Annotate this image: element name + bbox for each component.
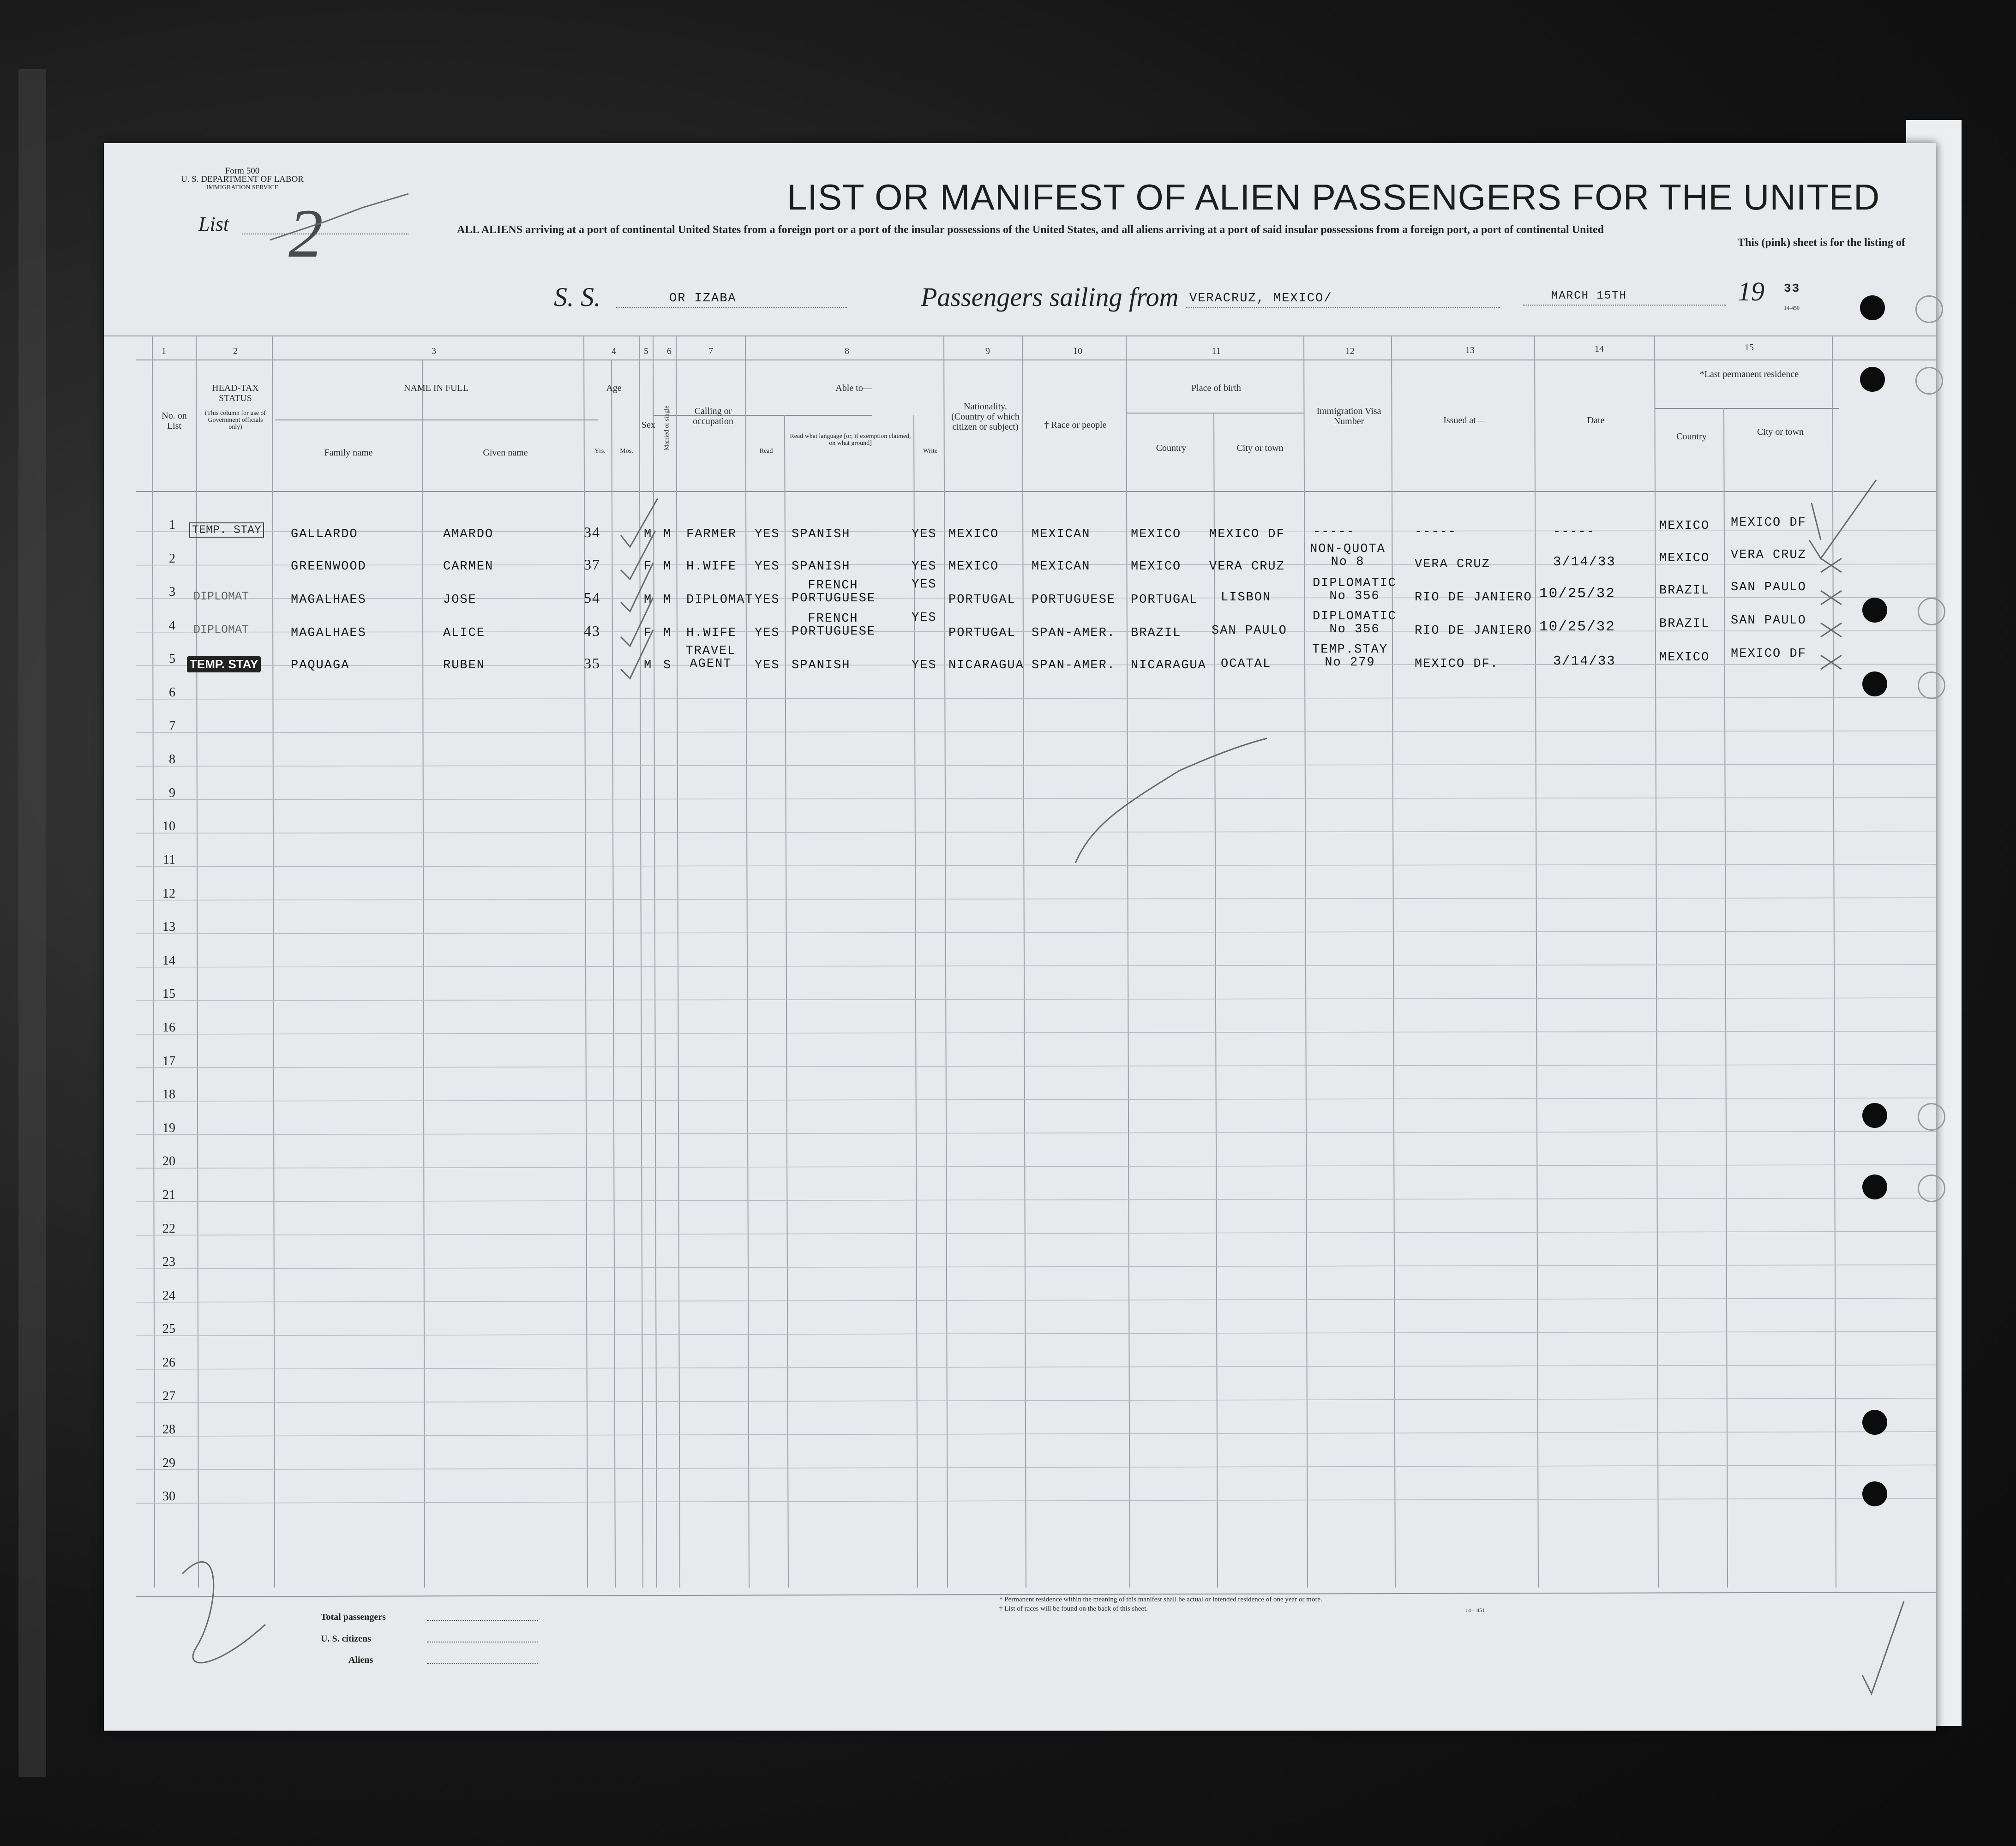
punch-hole <box>1918 1103 1945 1131</box>
residence-city: MEXICO DF <box>1731 647 1806 661</box>
row-number: 19 <box>162 1121 175 1135</box>
row-number: 2 <box>169 551 175 566</box>
birth-country: MEXICO <box>1131 560 1182 574</box>
column-number: 15 <box>1745 342 1754 353</box>
year-suffix: 33 <box>1784 282 1800 295</box>
birth-country: NICARAGUA <box>1131 659 1206 672</box>
header-birth-city: City or town <box>1236 443 1284 453</box>
race: SPAN-AMER. <box>1032 626 1116 640</box>
sex: M <box>644 593 653 607</box>
issued-at: RIO DE JANIERO <box>1415 591 1532 605</box>
sex: M <box>644 659 653 672</box>
birth-country: BRAZIL <box>1131 626 1182 640</box>
sailing-date: MARCH 15TH <box>1551 290 1627 302</box>
given-name: ALICE <box>443 626 486 640</box>
family-name: PAQUAGA <box>291 659 350 672</box>
language: SPANISH <box>792 659 851 672</box>
row-number: 9 <box>169 785 175 800</box>
given-name: JOSE <box>443 593 477 607</box>
residence-country: MEXICO <box>1659 519 1710 533</box>
ss-label: S. S. <box>554 282 601 312</box>
row-number: 11 <box>163 853 175 867</box>
header-age: Age <box>606 383 622 393</box>
race: MEXICAN <box>1032 560 1091 574</box>
column-number: 4 <box>612 346 616 356</box>
residence-country: BRAZIL <box>1659 617 1710 631</box>
sex: F <box>644 560 653 574</box>
language: FRENCH PORTUGUESE <box>792 579 876 605</box>
issue-date: ----- <box>1553 525 1596 539</box>
intro-line-1: ALL ALIENS arriving at a port of continental United States from a foreign port or a port of the insular possessions of the United States, and all aliens arriving at a port of said insular possessions from a foreign port, a port of continental United <box>457 224 1604 236</box>
punch-hole <box>1862 1175 1887 1199</box>
ship-name: OR IZABA <box>669 292 737 306</box>
residence-country: BRAZIL <box>1659 584 1710 598</box>
header-nationality: Nationality. (Country of which citizen or subject) <box>951 402 1020 432</box>
row-number: 26 <box>162 1355 175 1370</box>
form-number: Form 500 <box>225 166 260 176</box>
column-number: 5 <box>644 346 648 356</box>
age-years: 37 <box>584 556 600 573</box>
visa-number: DIPLOMATIC No 356 <box>1312 576 1397 603</box>
column-number: 7 <box>708 346 713 356</box>
language: FRENCH PORTUGUESE <box>792 612 876 639</box>
column-number: 9 <box>985 346 990 356</box>
row-number: 20 <box>162 1154 175 1169</box>
row-number: 21 <box>162 1188 175 1202</box>
row-number: 8 <box>169 752 175 767</box>
header-write: Write <box>923 448 938 455</box>
residence-city: SAN PAULO <box>1731 614 1806 628</box>
row-number: 1 <box>169 518 175 532</box>
column-number: 10 <box>1073 346 1082 356</box>
department-name: U. S. DEPARTMENT OF LABOR <box>181 174 304 184</box>
residence-country: MEXICO <box>1659 651 1710 665</box>
header-head-tax: HEAD-TAX STATUS <box>212 383 259 403</box>
family-name: GREENWOOD <box>291 560 366 574</box>
given-name: AMARDO <box>443 527 494 541</box>
head-tax-stamp: TEMP. STAY <box>189 522 264 538</box>
header-sex: Sex <box>642 420 655 430</box>
row-number: 22 <box>162 1221 175 1236</box>
row-number: 7 <box>169 719 175 733</box>
row-number: 3 <box>169 585 175 599</box>
row-number: 17 <box>162 1054 175 1068</box>
given-name: CARMEN <box>443 560 494 574</box>
occupation: DIPLOMAT <box>686 593 754 607</box>
nationality: NICARAGUA <box>948 659 1024 672</box>
visa-number: DIPLOMATIC No 356 <box>1312 610 1397 636</box>
issued-at: MEXICO DF. <box>1415 657 1499 671</box>
row-number: 23 <box>162 1255 175 1270</box>
language: SPANISH <box>792 527 851 541</box>
header-head-tax-note: (This column for use of Government officials only) <box>204 410 266 431</box>
sex: F <box>644 626 653 640</box>
can-read: YES <box>755 527 780 541</box>
header-read-language: Read what language [or, if exemption claimed, on what ground] <box>790 433 911 447</box>
header-age-months: Mos. <box>620 448 633 455</box>
row-number: 6 <box>169 685 175 700</box>
service-name: IMMIGRATION SERVICE <box>206 184 279 191</box>
punch-hole <box>1915 295 1943 323</box>
punch-hole <box>1915 367 1943 395</box>
header-birth-country: Country <box>1156 443 1187 453</box>
row-number: 15 <box>162 987 175 1001</box>
header-race: † Race or people <box>1044 420 1107 430</box>
residence-city: SAN PAULO <box>1731 581 1806 594</box>
occupation: TRAVEL AGENT <box>685 644 736 671</box>
header-visa-number: Immigration Visa Number <box>1316 406 1381 426</box>
manifest-sheet <box>104 143 1936 1731</box>
row-number: 10 <box>162 819 175 834</box>
can-write: YES <box>912 578 937 592</box>
manifest-title: LIST OR MANIFEST OF ALIEN PASSENGERS FOR THE UNITED <box>787 177 1880 217</box>
row-number: 14 <box>162 953 175 968</box>
footnote-races: † List of races will be found on the back of this sheet. <box>999 1605 1148 1612</box>
birth-city: VERA CRUZ <box>1209 560 1285 574</box>
list-label: List <box>198 213 229 235</box>
footer-us-citizens: U. S. citizens <box>321 1634 371 1644</box>
race: PORTUGUESE <box>1032 593 1116 607</box>
age-years: 43 <box>584 623 600 639</box>
family-name: MAGALHAES <box>291 593 366 607</box>
race: MEXICAN <box>1032 527 1091 541</box>
issued-at: ----- <box>1415 525 1457 539</box>
punch-hole <box>1862 1481 1887 1506</box>
row-number: 16 <box>162 1020 175 1035</box>
footer-total-line <box>427 1620 538 1621</box>
can-write: YES <box>912 611 937 625</box>
marital-status: M <box>663 527 672 541</box>
row-number: 4 <box>169 618 175 633</box>
punch-hole <box>1860 295 1885 320</box>
row-number: 29 <box>162 1456 175 1470</box>
row-number: 24 <box>162 1288 175 1303</box>
row-number: 13 <box>162 920 175 935</box>
age-years: 54 <box>584 589 600 606</box>
header-issue-date: Date <box>1587 415 1605 426</box>
header-place-of-birth: Place of birth <box>1191 383 1241 393</box>
nationality: MEXICO <box>948 527 999 541</box>
column-number: 8 <box>845 346 849 356</box>
header-no-on-list: No. on List <box>162 411 187 431</box>
birth-country: PORTUGAL <box>1131 593 1198 607</box>
visa-number: NON-QUOTA No 8 <box>1310 542 1386 569</box>
issue-date: 3/14/33 <box>1553 653 1616 669</box>
occupation: FARMER <box>686 527 737 541</box>
column-number: 12 <box>1345 346 1355 356</box>
column-number: 2 <box>233 346 238 356</box>
can-read: YES <box>755 659 780 672</box>
row-number: 28 <box>162 1422 175 1437</box>
header-last-residence: *Last permanent residence <box>1699 369 1799 379</box>
punch-hole <box>1862 671 1887 696</box>
row-number: 5 <box>169 652 175 666</box>
issued-at: RIO DE JANIERO <box>1415 624 1532 638</box>
column-number: 13 <box>1465 345 1475 355</box>
footer-form-code: 14—451 <box>1465 1607 1485 1613</box>
footnote-residence: * Permanent residence within the meaning of this manifest shall be actual or intended residence of one year or more. <box>999 1596 1322 1603</box>
birth-country: MEXICO <box>1131 527 1182 541</box>
footer-aliens-line <box>427 1663 538 1664</box>
occupation: H.WIFE <box>686 560 737 574</box>
nationality: MEXICO <box>948 560 999 574</box>
issue-date: 3/14/33 <box>1553 554 1616 569</box>
handwritten-marks <box>104 143 1936 1731</box>
punch-hole <box>1918 671 1945 699</box>
header-family-name: Family name <box>324 448 373 458</box>
family-name: MAGALHAES <box>291 626 366 640</box>
family-name: GALLARDO <box>291 527 358 541</box>
marital-status: M <box>663 560 672 574</box>
header-given-name: Given name <box>483 448 528 458</box>
can-write: YES <box>912 527 937 541</box>
column-number: 3 <box>432 346 436 356</box>
language: SPANISH <box>792 560 851 574</box>
age-years: 34 <box>584 524 600 540</box>
age-years: 35 <box>584 655 600 671</box>
header-read: Read <box>759 448 773 455</box>
column-number: 6 <box>667 346 672 356</box>
nationality: PORTUGAL <box>948 593 1016 607</box>
punch-hole <box>1862 1103 1887 1128</box>
intro-line-2: This (pink) sheet is for the listing of <box>1738 237 1905 249</box>
head-tax-stamp: DIPLOMAT <box>193 623 249 636</box>
marital-status: S <box>663 659 672 672</box>
header-able-to: Able to— <box>835 383 872 393</box>
row-number: 18 <box>162 1087 175 1102</box>
issued-at: VERA CRUZ <box>1415 557 1490 571</box>
birth-city: OCATAL <box>1221 657 1272 671</box>
visa-number: TEMP.STAY No 279 <box>1312 643 1388 670</box>
punch-hole <box>1860 367 1885 392</box>
punch-hole <box>1862 598 1887 623</box>
birth-city: SAN PAULO <box>1212 624 1287 638</box>
form-code: 14-450 <box>1784 305 1800 311</box>
issue-date: 10/25/32 <box>1539 586 1615 602</box>
year-prefix: 19 <box>1738 276 1764 306</box>
marital-status: M <box>663 626 672 640</box>
can-read: YES <box>755 560 780 574</box>
column-number: 11 <box>1212 346 1221 356</box>
head-tax-stamp: TEMP. STAY <box>187 656 261 672</box>
marital-status: M <box>663 593 672 607</box>
visa-number: ----- <box>1313 525 1356 539</box>
residence-city: MEXICO DF <box>1731 516 1806 530</box>
sailing-label: Passengers sailing from <box>921 282 1179 312</box>
header-age-years: Yrs. <box>594 448 606 455</box>
footer-total-passengers: Total passengers <box>321 1612 386 1622</box>
can-read: YES <box>755 593 780 607</box>
footer-aliens: Aliens <box>348 1655 373 1665</box>
can-read: YES <box>755 626 780 640</box>
column-number: 14 <box>1595 344 1604 354</box>
header-residence-city: City or town <box>1757 427 1804 437</box>
residence-country: MEXICO <box>1659 551 1710 565</box>
given-name: RUBEN <box>443 659 486 672</box>
occupation: H.WIFE <box>686 626 737 640</box>
head-tax-stamp: DIPLOMAT <box>193 590 249 603</box>
row-number: 27 <box>162 1389 175 1403</box>
sex: M <box>644 527 653 541</box>
header-calling: Calling or occupation <box>693 406 733 426</box>
birth-city: MEXICO DF <box>1209 527 1285 541</box>
list-number-handwritten: 2 <box>288 195 323 272</box>
row-number: 12 <box>162 886 175 901</box>
film-edge <box>18 69 46 1777</box>
can-write: YES <box>912 560 937 574</box>
row-number: 25 <box>162 1322 175 1337</box>
header-residence-country: Country <box>1676 432 1707 442</box>
nationality: PORTUGAL <box>948 626 1016 640</box>
punch-hole <box>1862 1410 1887 1435</box>
residence-city: VERA CRUZ <box>1731 548 1806 562</box>
race: SPAN-AMER. <box>1032 659 1116 672</box>
column-number: 1 <box>162 346 166 356</box>
punch-hole <box>1918 1175 1945 1202</box>
birth-city: LISBON <box>1221 591 1272 605</box>
punch-hole <box>1918 598 1945 625</box>
can-write: YES <box>912 659 937 672</box>
header-name-in-full: NAME IN FULL <box>404 383 468 393</box>
header-issued-at: Issued at— <box>1443 415 1485 426</box>
issue-date: 10/25/32 <box>1539 619 1615 635</box>
header-married: Married or single <box>663 405 671 451</box>
row-number: 30 <box>162 1489 175 1504</box>
departure-port: VERACRUZ, MEXICO/ <box>1189 292 1332 306</box>
